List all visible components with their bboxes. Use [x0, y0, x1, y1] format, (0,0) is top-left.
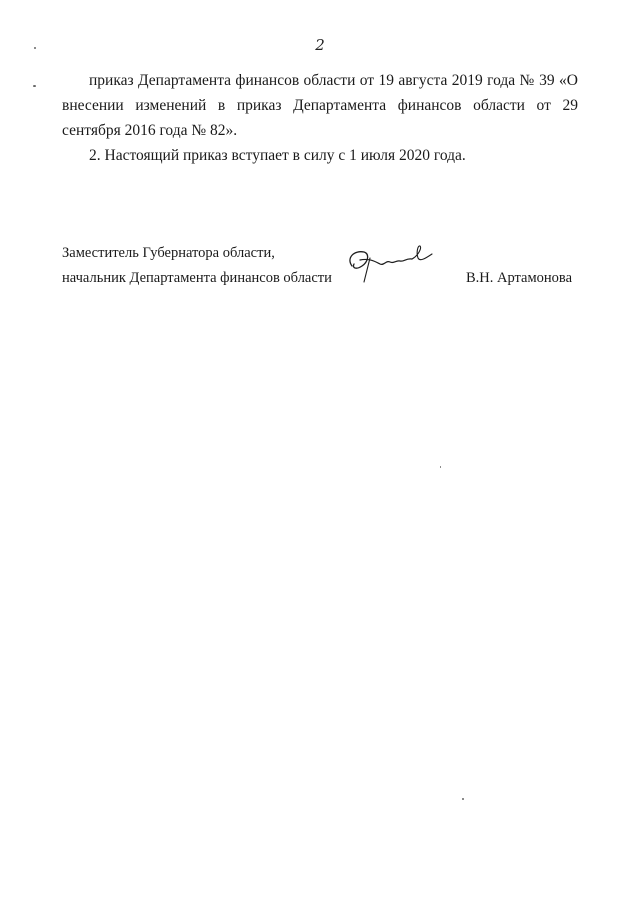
signatory-position: [62, 241, 332, 291]
scan-speck: [440, 466, 441, 468]
scan-speck: [462, 798, 464, 800]
paragraph-effective-date: 2. Настоящий приказ вступает в силу с 1 июля 2020 года.: [89, 147, 466, 164]
scan-speck: [33, 85, 36, 87]
scan-speck: [34, 47, 36, 49]
page-number: 2: [315, 36, 325, 54]
signatory-position-line-1: Заместитель Губернатора области,: [62, 245, 275, 261]
paragraph-order-reference: приказ Департамента финансов области от 19 августа 2019 года № 39 «О внесении изменений в приказ Департамента финансов области от 29 сентября 2016 года № 82».: [62, 72, 578, 139]
signatory-position-line-2: начальник Департамента финансов области: [62, 270, 332, 286]
signatory-name: В.Н. Артамонова: [466, 270, 573, 286]
handwritten-signature: [340, 238, 440, 288]
